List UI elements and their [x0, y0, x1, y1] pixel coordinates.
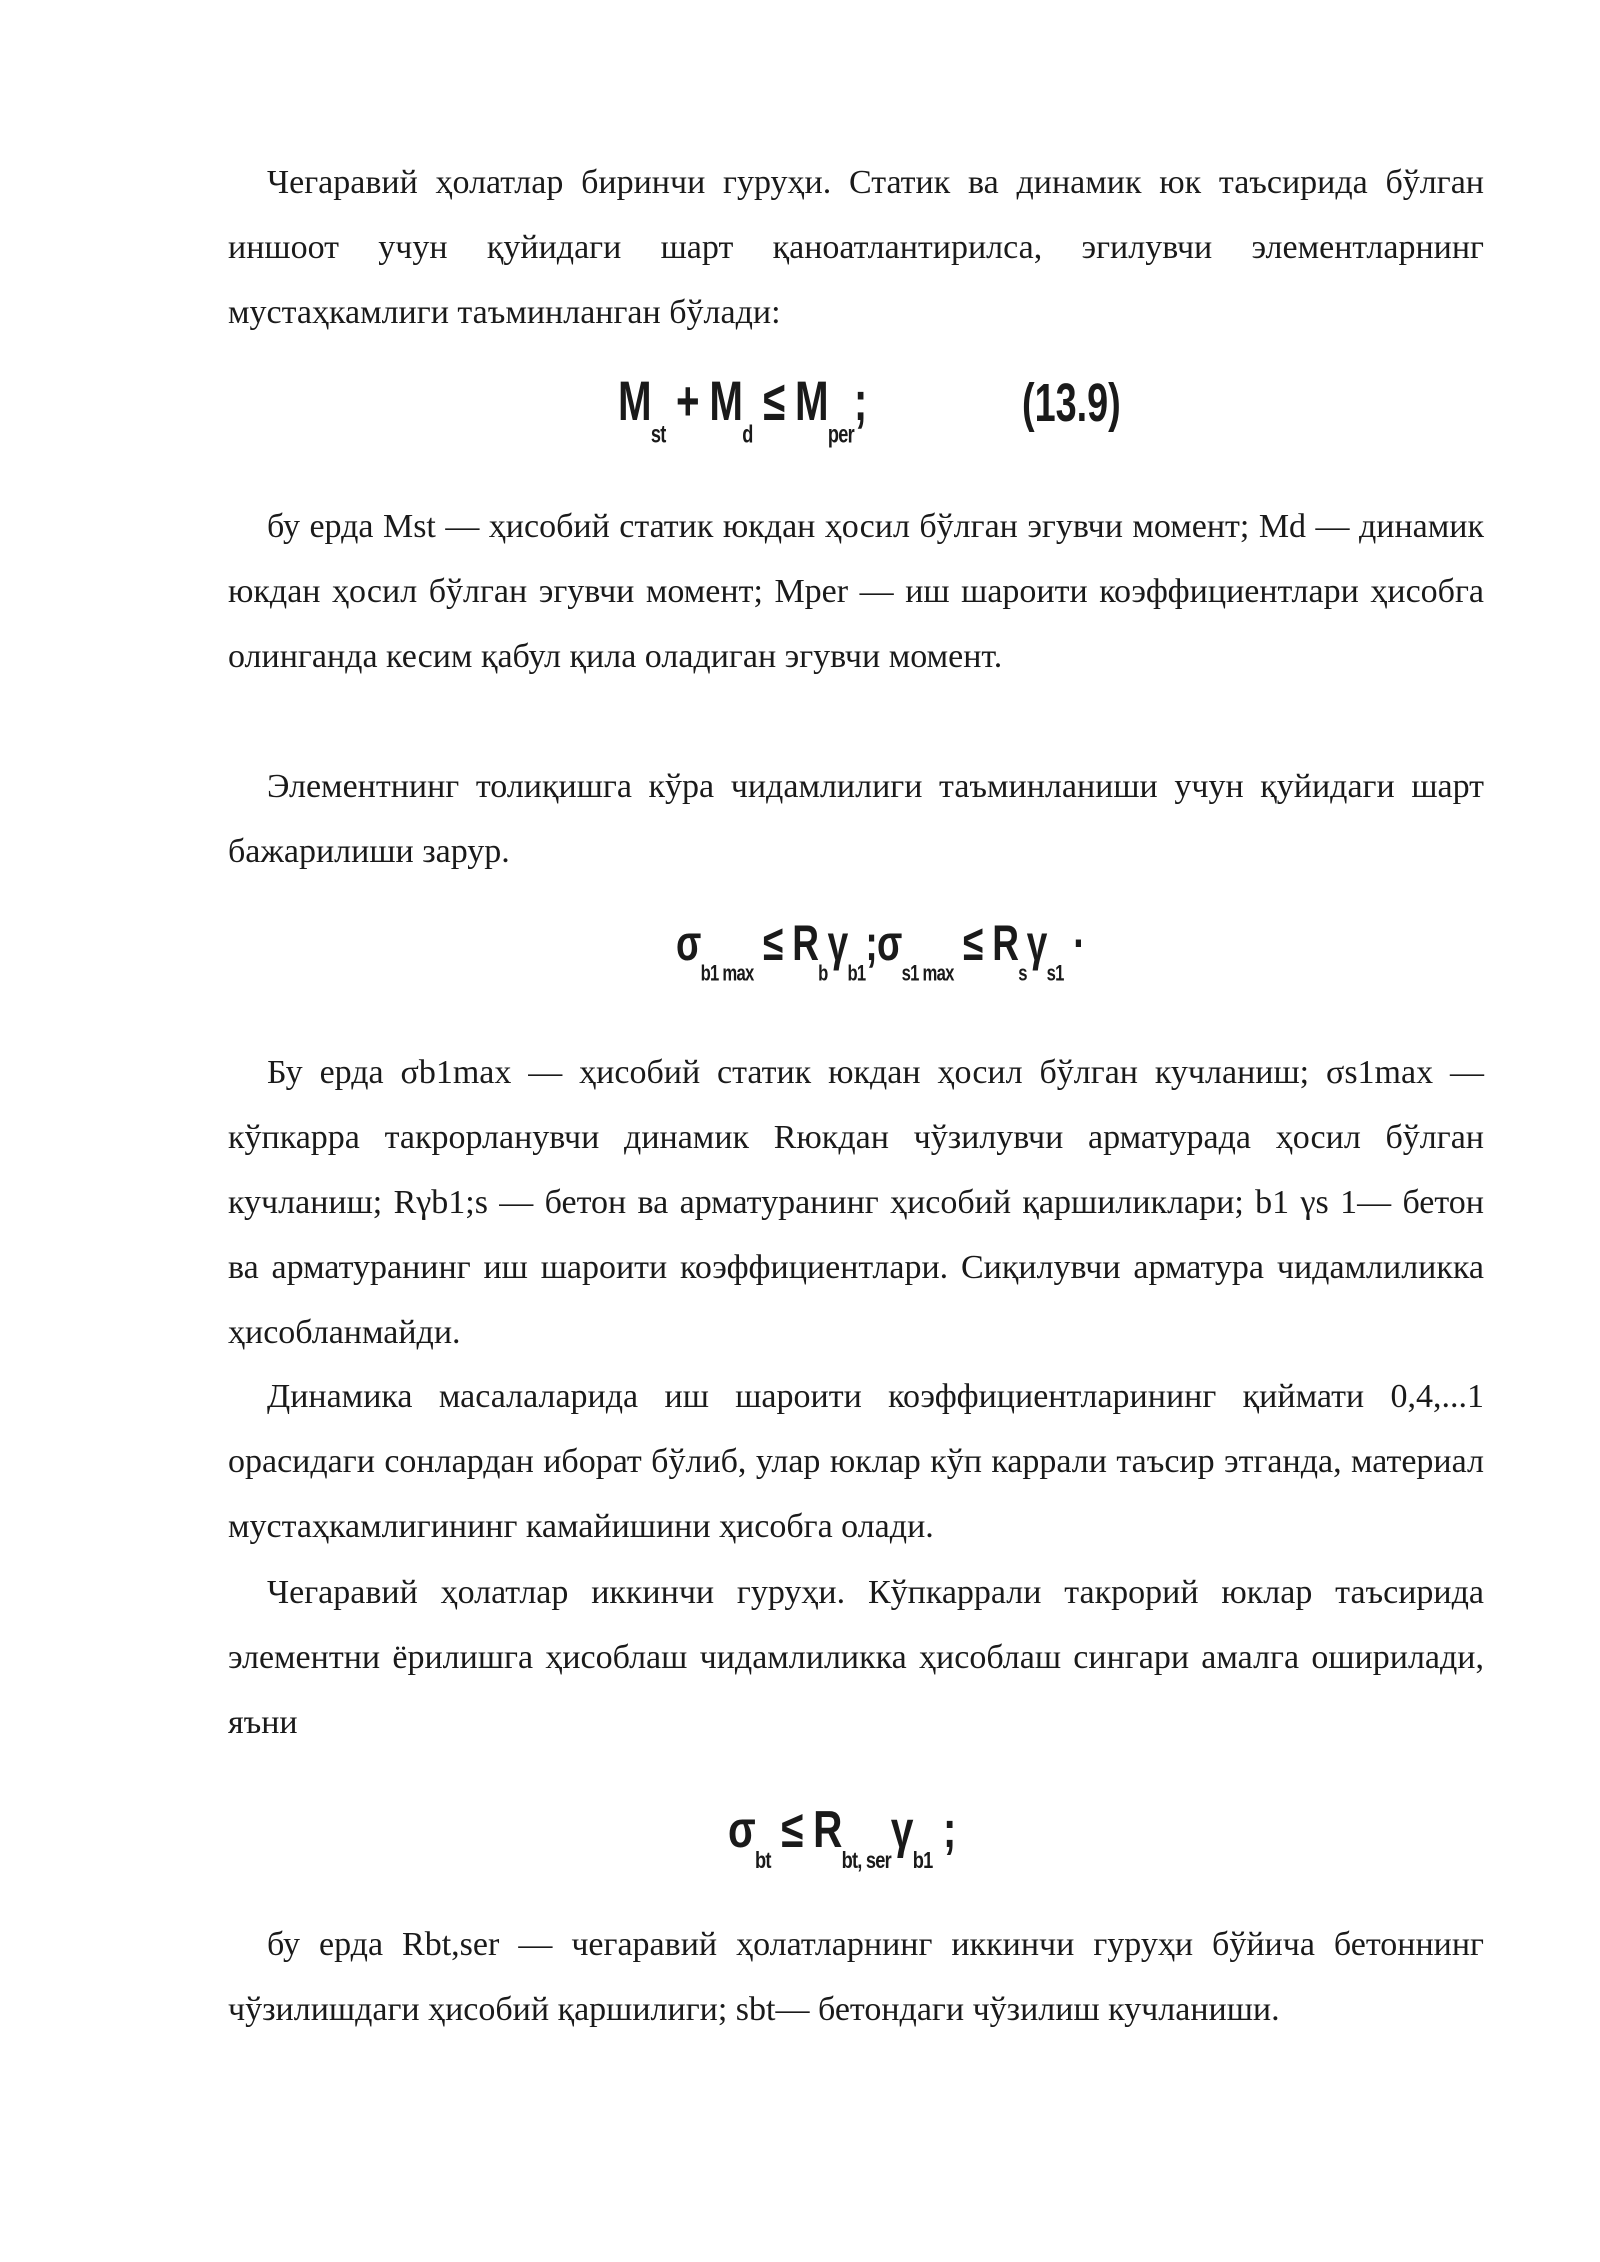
- formula-sigma-s1max: $\sigma_{s1 max}$: [877, 915, 954, 986]
- formula-semicolon: ;: [942, 1801, 956, 1859]
- formula-number-13-9: (13.9): [1022, 373, 1121, 433]
- formula-le-sign: ≤: [963, 915, 983, 971]
- formula-le-sign: ≤: [763, 915, 783, 971]
- formula-separator: ;: [865, 915, 878, 971]
- paragraph-fatigue-condition: Элементнинг толиқишга кўра чидамлилиги таъминланиши учун қуйидаги шарт бажарилиши зарур.: [228, 768, 1484, 870]
- formula-r-b: $R_b$: [792, 915, 828, 986]
- paragraph-moment-definitions: бу ерда Mst — ҳисобий статик юкдан ҳосил бўлган эгувчи момент; Md — динамик юкдан ҳосил бўлган эгувчи момент; Mper — иш шароити коэффициентлари ҳисобга олинганда кесим қабул қила оладиган эгувчи момент.: [228, 508, 1484, 675]
- formula-crack-condition: [728, 1800, 956, 1874]
- formula-r-bt-ser: $R_{bt, ser}$: [813, 1801, 891, 1874]
- formula-gamma-s1: $\gamma_{s1}$: [1026, 915, 1064, 986]
- paragraph-stress-definitions: Бу ерда σb1max — ҳисобий статик юкдан ҳосил бўлган кучланиш; σs1max — кўпкарра такрорланувчи динамик Rюкдан чўзилувчи арматурада ҳосил бўлган кучланиш; Rγb1;s — бетон ва арматуранинг ҳисобий қаршиликлари; b1 γs 1— бетон ва арматуранинг иш шароити коэффициентлари. Сиқилувчи арматура чидамлиликка ҳисобланмайди.: [228, 1054, 1484, 1351]
- formula-symbol-m-per: $M_{per}$: [794, 369, 854, 449]
- formula-le-sign: ≤: [763, 369, 785, 432]
- paragraph-tensile-resistance-definitions: бу ерда Rbt,ser — чегаравий ҳолатларнинг иккинчи гуруҳи бўйича бетоннинг чўзилишдаги ҳисобий қаршилиги; sbt— бетондаги чўзилиш кучланиши.: [228, 1926, 1484, 2028]
- formula-r-s: $R_s$: [992, 915, 1027, 986]
- formula-symbol-m-st: $M_{st}$: [618, 369, 666, 449]
- formula-end-dot: ·: [1073, 915, 1085, 971]
- paragraph-second-group-intro: Чегаравий ҳолатлар иккинчи гуруҳи. Кўпкаррали такрорий юклар таъсирида элементни ёрилишга ҳисоблаш чидамлиликка ҳисоблаш сингари амалга оширилади, яъни: [228, 1574, 1484, 1741]
- formula-gamma-b1: $\gamma_{b1}$: [827, 915, 866, 986]
- formula-sigma-b1max: $\sigma_{b1 max}$: [676, 915, 754, 986]
- paragraph-first-group-intro: Чегаравий ҳолатлар биринчи гуруҳи. Статик ва динамик юк таъсирида бўлган иншоот учун қуйидаги шарт қаноатлантирилса, эгилувчи элементларнинг мустаҳкамлиги таъминланган бўлади:: [228, 164, 1484, 331]
- formula-fatigue-stress: [676, 914, 1085, 986]
- formula-symbol-m-d: $M_d$: [709, 369, 753, 449]
- formula-gamma-b1: $\gamma_{b1}$: [890, 1801, 933, 1874]
- paragraph-dynamics-coefficients: Динамика масалаларида иш шароити коэффициентларининг қиймати 0,4,...1 орасидаги сонлардан иборат бўлиб, улар юклар кўп каррали таъсир этганда, материал мустаҳкамлигининг камайишини ҳисобга олади.: [228, 1378, 1484, 1545]
- formula-semicolon: ;: [853, 369, 867, 432]
- formula-le-sign: ≤: [781, 1801, 803, 1859]
- formula-sigma-bt: $\sigma_{bt}$: [728, 1801, 771, 1874]
- formula-13-9: [618, 368, 867, 450]
- formula-plus-sign: +: [676, 369, 699, 432]
